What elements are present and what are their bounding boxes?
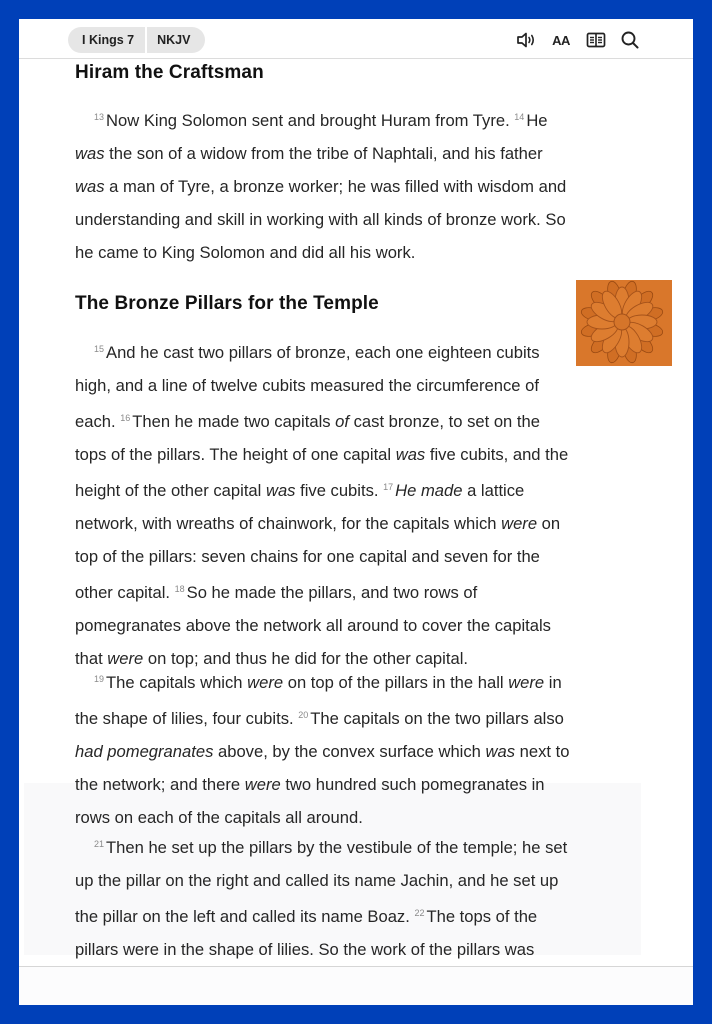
text-line <box>75 236 640 269</box>
verse-text: next to <box>515 742 570 761</box>
italic-text: had pomegranates <box>75 742 214 761</box>
verse-text: other capital. <box>75 583 175 602</box>
verse-text: two hundred such pomegranates in <box>280 775 545 794</box>
text-line <box>75 507 640 540</box>
verse-text: high, and a line of twelve cubits measured the circumference of <box>75 376 539 395</box>
verse-text: understanding and skill in working with all kinds of bronze work. So <box>75 210 566 229</box>
verse-text: height of the other capital <box>75 481 266 500</box>
italic-text: was <box>265 481 296 500</box>
verse-number[interactable]: 21 <box>94 839 105 849</box>
verse-paragraph <box>75 101 640 269</box>
verse-text: on top of the pillars in the hall <box>283 673 509 692</box>
translation-button[interactable]: NKJV <box>157 33 191 47</box>
verse-text: on top; and thus he did for the other capital. <box>143 649 468 668</box>
verse-text: He <box>526 111 548 130</box>
verse-text: The capitals on the two pillars also <box>310 709 564 728</box>
verse-number[interactable]: 20 <box>298 710 309 720</box>
verse-number[interactable]: 15 <box>94 344 105 354</box>
verse-text: the shape of lilies, four cubits. <box>75 709 299 728</box>
italic-text: were <box>247 673 284 692</box>
verse-number[interactable]: 14 <box>514 112 525 122</box>
verse-text: in <box>544 673 562 692</box>
verse-text: So he made the pillars, and two rows of <box>186 583 478 602</box>
verse-text: The capitals which <box>106 673 248 692</box>
text-line <box>75 897 640 933</box>
verse-text: the pillar on the left and called its name Boaz. <box>75 907 415 926</box>
verse-paragraph <box>75 663 640 834</box>
text-line <box>75 699 640 735</box>
top-toolbar <box>19 19 693 59</box>
verse-text: pomegranates above the network all around to cover the capitals <box>75 616 551 635</box>
text-line <box>75 735 640 768</box>
scripture-reader[interactable] <box>19 59 693 966</box>
verse-text: five cubits, and the <box>425 445 569 464</box>
text-line <box>75 573 640 609</box>
verse-text: the son of a widow from the tribe of Naphtali, and his father <box>104 144 543 163</box>
text-line <box>75 828 640 864</box>
speaker-icon[interactable] <box>515 29 537 51</box>
verse-text: cast bronze, to set on the <box>349 412 540 431</box>
verse-text: network, with wreaths of chainwork, for the capitals which <box>75 514 502 533</box>
verse-number[interactable]: 18 <box>174 584 185 594</box>
rosette-center <box>614 314 630 330</box>
passage-selector <box>68 27 205 53</box>
verse-text: pillars were in the shape of lilies. So the work of the pillars was <box>75 940 535 959</box>
reader-panel <box>19 19 693 1005</box>
italic-text: was <box>75 177 105 196</box>
font-size-icon[interactable] <box>550 29 572 51</box>
text-line <box>75 402 640 438</box>
text-line <box>75 438 640 471</box>
verse-text: that <box>75 649 108 668</box>
verse-text: tops of the pillars. The height of one capital <box>75 445 396 464</box>
text-line <box>75 170 640 203</box>
text-line <box>75 540 640 573</box>
verse-number[interactable]: 19 <box>94 674 105 684</box>
font-size-label: AA <box>552 32 570 48</box>
verse-text: a man of Tyre, a bronze worker; he was filled with wisdom and <box>104 177 567 196</box>
bronze-rosette-illustration[interactable] <box>576 280 672 366</box>
text-line <box>75 864 640 897</box>
verse-text: Now King Solomon sent and brought Huram from Tyre. <box>106 111 515 130</box>
verse-text: he came to King Solomon and did all his work. <box>75 243 416 262</box>
verse-text: The tops of the <box>426 907 538 926</box>
verse-text: above, by the convex surface which <box>213 742 486 761</box>
italic-text: were <box>107 649 144 668</box>
italic-text: He made <box>395 481 463 500</box>
book-chapter-button[interactable]: I Kings 7 <box>82 33 135 47</box>
verse-number[interactable]: 16 <box>120 413 131 423</box>
verse-text: each. <box>75 412 121 431</box>
text-line <box>75 609 640 642</box>
text-line <box>75 471 640 507</box>
verse-paragraph <box>75 333 640 675</box>
search-icon[interactable] <box>619 29 641 51</box>
verse-number[interactable]: 22 <box>414 908 425 918</box>
verse-text: the network; and there <box>75 775 245 794</box>
text-line <box>75 203 640 236</box>
verse-text: five cubits. <box>295 481 384 500</box>
italic-text: were <box>244 775 281 794</box>
book-icon[interactable] <box>585 29 607 51</box>
text-line <box>75 933 640 966</box>
verse-text: And he cast two pillars of bronze, each one eighteen cubits <box>106 343 540 362</box>
text-line <box>75 333 640 369</box>
verse-text: Then he set up the pillars by the vestibule of the temple; he set <box>106 838 568 857</box>
text-line <box>75 137 640 170</box>
section-heading: The Bronze Pillars for the Temple <box>75 293 379 314</box>
section-heading: Hiram the Craftsman <box>75 62 264 83</box>
verse-text: a lattice <box>462 481 525 500</box>
italic-text: were <box>508 673 545 692</box>
italic-text: were <box>501 514 538 533</box>
verse-paragraph <box>75 828 640 966</box>
verse-number[interactable]: 17 <box>383 482 394 492</box>
verse-text: on <box>537 514 561 533</box>
italic-text: of <box>335 412 350 431</box>
verse-number[interactable]: 13 <box>94 112 105 122</box>
italic-text: was <box>485 742 516 761</box>
text-line <box>75 101 640 137</box>
verse-text: top of the pillars: seven chains for one capital and seven for the <box>75 547 540 566</box>
verse-text: up the pillar on the right and called its name Jachin, and he set up <box>75 871 559 890</box>
italic-text: was <box>75 144 105 163</box>
italic-text: was <box>395 445 426 464</box>
verse-text: Then he made two capitals <box>132 412 336 431</box>
text-line <box>75 369 640 402</box>
verse-text: rows on each of the capitals all around. <box>75 808 363 827</box>
text-line <box>75 663 640 699</box>
bottom-bar <box>19 967 693 1005</box>
text-line <box>75 768 640 801</box>
